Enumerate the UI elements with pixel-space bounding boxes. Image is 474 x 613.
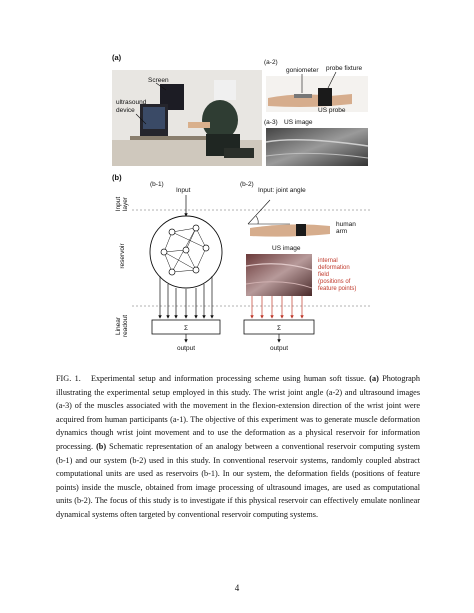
page-number: 4 (234, 583, 240, 593)
screen-label: Screen (148, 77, 169, 84)
caption-title: Experimental setup and information processing scheme using human soft tissue. (90, 374, 366, 383)
linear-readout-label-2: readout (122, 314, 129, 338)
ultrasound-label-1: ultrasound (116, 99, 147, 106)
human-arm-drawing (250, 224, 330, 237)
us-probe-label: US probe (318, 107, 346, 114)
panel-b1-label: (b-1) (150, 181, 164, 188)
panel-b-label: (b) (112, 173, 122, 182)
sum-symbol-1: Σ (183, 325, 189, 332)
reservoir-node (193, 225, 199, 231)
input-label: Input (176, 187, 191, 194)
reservoir-node (203, 245, 209, 251)
input-layer-label-1: Input (115, 196, 122, 212)
caption-fig-label: FIG. 1. (56, 374, 81, 383)
reservoir-node (161, 249, 167, 255)
us-image-label: US image (284, 119, 313, 126)
us-image-b2 (246, 254, 312, 296)
internal-field-label-1: internal (318, 258, 338, 264)
reservoir-node (183, 247, 189, 253)
reservoir-node (169, 229, 175, 235)
output-label-2: output (269, 345, 289, 352)
human-arm-label-1: human (336, 221, 356, 228)
panel-a2-label: (a-2) (264, 59, 278, 66)
sum-symbol-2: Σ (276, 325, 282, 332)
photo-a1 (112, 70, 262, 166)
ultrasound-label-2: device (116, 107, 135, 114)
probe-fixture-label: probe fixture (326, 65, 363, 72)
reservoir-node (193, 267, 199, 273)
panel-b2-label: (b-2) (240, 181, 254, 188)
us-image-a3 (266, 128, 368, 166)
reservoir-node (169, 269, 175, 275)
caption-b-label: (b) (96, 441, 107, 451)
figure-caption (56, 372, 420, 522)
joint-angle-diagram (248, 200, 290, 224)
photo-a2 (266, 76, 368, 112)
internal-field-label-2: deformation (318, 265, 350, 271)
internal-field-label-3: field (318, 272, 330, 278)
caption-b-text: Schematic representation of an analogy between a conventional reservoir computing system (b-1) and our system (b-2) used in this study. In conventional reservoir systems, randomly coupled abstract computational units are used as reservoirs (b-1). In our system, the deformation fields (positions of feature points) inside the muscle, obtained from image processing of ultrasound images, are used as computational units (b-2). The focus of this study is to investigate if this physical reservoir can effectively emulate nonlinear dynamical systems often targeted by conventional reservoir computing systems. (56, 441, 421, 519)
reservoir-label: reservoir (119, 243, 126, 269)
input-joint-label: Input: joint angle (258, 187, 306, 194)
us-image-b-label: US image (272, 245, 301, 252)
internal-field-label-4: (positions of (318, 279, 351, 285)
caption-a-label: (a) (369, 374, 379, 383)
output-label-1: output (176, 345, 196, 352)
human-arm-label-2: arm (336, 228, 348, 235)
goniometer-label: goniometer (286, 67, 319, 74)
internal-field-label-5: feature points) (318, 286, 357, 292)
linear-readout-label-1: Linear (115, 316, 122, 336)
panel-a-label: (a) (112, 53, 122, 62)
input-layer-label-2: layer (122, 196, 129, 212)
caption-a-text: Photograph illustrating the experimental setup employed in this study. The wrist joint angle (a-2) and ultrasound images (a-3) of the muscles associated with the movement in the flexion-extension direction of the wrist joint were acquired from human participants (a-1). The objective of this experiment was to generate muscle deformation dynamics though wrist joint movement and to use the deformation as a physical reservoir for information processing. (56, 374, 420, 451)
panel-a3-label: (a-3) (264, 119, 278, 126)
